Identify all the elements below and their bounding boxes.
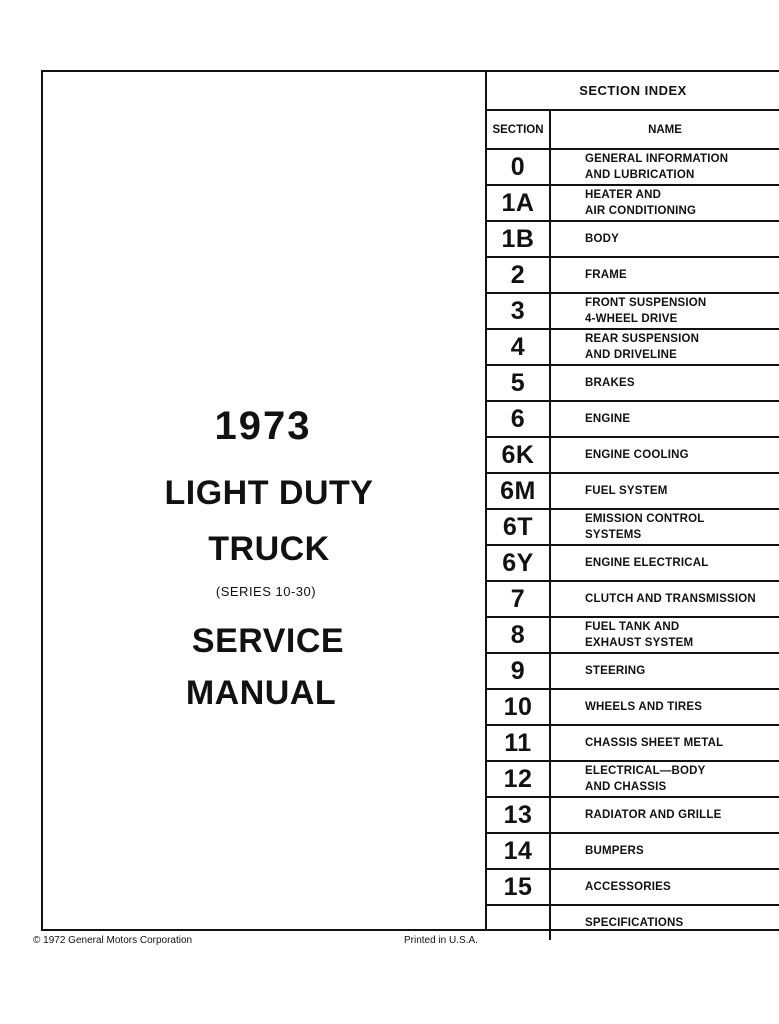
section-number: 6K — [487, 438, 551, 472]
section-index-row[interactable] — [487, 762, 779, 798]
section-name: WHEELS AND TIRES — [585, 701, 703, 713]
section-number: 3 — [487, 294, 551, 328]
section-number: 6T — [487, 510, 551, 544]
section-index-row[interactable] — [487, 798, 779, 834]
section-name: SPECIFICATIONS — [585, 917, 684, 929]
section-index-row[interactable] — [487, 294, 779, 330]
column-header-section: SECTION — [487, 111, 551, 148]
section-name: STEERING — [585, 665, 646, 677]
copyright-notice: © 1972 General Motors Corporation — [33, 935, 193, 946]
section-number: 7 — [487, 582, 551, 616]
section-name: BRAKES — [585, 377, 635, 389]
section-name: ENGINE ELECTRICAL — [585, 557, 709, 569]
section-number: 2 — [487, 258, 551, 292]
cover-series: (SERIES 10-30) — [215, 584, 317, 599]
section-index-row[interactable] — [487, 618, 779, 654]
section-number: 8 — [487, 618, 551, 652]
section-number: 6 — [487, 402, 551, 436]
section-name: FRAME — [585, 269, 627, 281]
section-index-row[interactable] — [487, 150, 779, 186]
section-index-row[interactable] — [487, 474, 779, 510]
section-index-row[interactable] — [487, 186, 779, 222]
section-index-row[interactable] — [487, 906, 779, 940]
section-index-row[interactable] — [487, 582, 779, 618]
section-number: 11 — [487, 726, 551, 760]
section-name: CLUTCH AND TRANSMISSION — [585, 593, 756, 605]
section-number: 1A — [487, 186, 551, 220]
section-number: 4 — [487, 330, 551, 364]
column-header-name: NAME — [648, 123, 682, 136]
section-number: 13 — [487, 798, 551, 832]
section-number — [487, 906, 551, 940]
cover-title-truck: TRUCK — [208, 530, 330, 568]
section-index-row[interactable] — [487, 402, 779, 438]
section-index-row[interactable] — [487, 510, 779, 546]
section-number: 0 — [487, 150, 551, 184]
cover-year: 1973 — [214, 404, 312, 448]
section-name: ACCESSORIES — [585, 881, 671, 893]
section-name: CHASSIS SHEET METAL — [585, 737, 724, 749]
section-index-column-headers — [487, 111, 779, 150]
section-number: 5 — [487, 366, 551, 400]
section-index-rows — [487, 150, 779, 940]
cover-panel — [41, 70, 485, 931]
section-name: ELECTRICAL—BODY AND CHASSIS — [585, 765, 706, 793]
section-name: ENGINE COOLING — [585, 449, 689, 461]
section-index-row[interactable] — [487, 546, 779, 582]
section-index-title: SECTION INDEX — [487, 72, 779, 111]
section-index-row[interactable] — [487, 366, 779, 402]
section-name: RADIATOR AND GRILLE — [585, 809, 722, 821]
section-number: 6M — [487, 474, 551, 508]
section-number: 9 — [487, 654, 551, 688]
cover-title-service: SERVICE — [191, 622, 345, 660]
section-index-row[interactable] — [487, 654, 779, 690]
cover-title-light-duty: LIGHT DUTY — [164, 474, 374, 512]
section-name: ENGINE — [585, 413, 631, 425]
cover-title-manual: MANUAL — [185, 674, 337, 712]
section-index-row[interactable] — [487, 690, 779, 726]
section-name: FUEL TANK AND EXHAUST SYSTEM — [585, 621, 694, 649]
section-index-row[interactable] — [487, 726, 779, 762]
section-name: BODY — [585, 233, 620, 245]
section-name: REAR SUSPENSION AND DRIVELINE — [585, 333, 700, 361]
section-name: GENERAL INFORMATION AND LUBRICATION — [585, 153, 729, 181]
section-number: 12 — [487, 762, 551, 796]
printed-notice: Printed in U.S.A. — [404, 935, 478, 946]
section-number: 10 — [487, 690, 551, 724]
section-name: FRONT SUSPENSION 4-WHEEL DRIVE — [585, 297, 707, 325]
section-number: 1B — [487, 222, 551, 256]
section-index — [487, 72, 779, 940]
section-name: FUEL SYSTEM — [585, 485, 668, 497]
section-name: HEATER AND AIR CONDITIONING — [585, 189, 697, 217]
section-name: BUMPERS — [585, 845, 644, 857]
section-number: 6Y — [487, 546, 551, 580]
section-index-row[interactable] — [487, 330, 779, 366]
section-index-row[interactable] — [487, 870, 779, 906]
section-name: EMISSION CONTROL SYSTEMS — [585, 513, 705, 541]
section-index-row[interactable] — [487, 222, 779, 258]
section-number: 15 — [487, 870, 551, 904]
section-index-row[interactable] — [487, 834, 779, 870]
section-index-row[interactable] — [487, 438, 779, 474]
section-index-row[interactable] — [487, 258, 779, 294]
section-number: 14 — [487, 834, 551, 868]
